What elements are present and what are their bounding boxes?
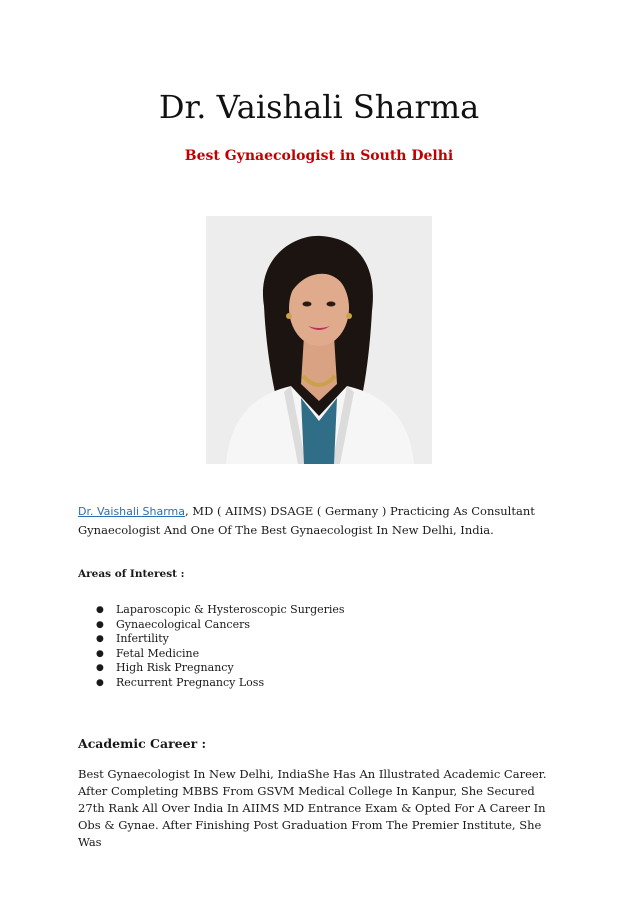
list-item — [96, 618, 345, 633]
doctor-name-link[interactable]: Dr. Vaishali Sharma — [78, 505, 185, 518]
bullet-icon: ● — [96, 619, 104, 630]
doctor-photo — [206, 216, 432, 464]
areas-of-interest-list — [96, 603, 345, 691]
list-item-text: Infertility — [116, 632, 169, 646]
list-item-text: Gynaecological Cancers — [116, 617, 251, 631]
list-item — [96, 603, 345, 618]
bullet-icon: ● — [96, 605, 104, 615]
bullet-icon: ● — [96, 677, 104, 688]
academic-career-heading: Academic Career : — [78, 736, 207, 751]
list-item — [96, 661, 345, 676]
list-item — [96, 647, 345, 662]
list-item-text: Recurrent Pregnancy Loss — [116, 675, 265, 689]
bullet-icon: ● — [96, 648, 104, 659]
list-item — [96, 632, 345, 647]
bullet-icon: ● — [96, 663, 104, 674]
list-item-text: Laparoscopic & Hysteroscopic Surgeries — [116, 603, 345, 616]
list-item-text: High Risk Pregnancy — [116, 661, 234, 675]
list-item-text: Fetal Medicine — [116, 646, 200, 660]
areas-of-interest-heading: Areas of Interest : — [78, 568, 185, 580]
doctor-portrait-icon — [206, 216, 432, 464]
intro-paragraph — [78, 502, 578, 539]
page-title: Dr. Vaishali Sharma — [158, 88, 480, 126]
bullet-icon: ● — [96, 634, 104, 645]
page-subtitle: Best Gynaecologist in South Delhi — [184, 148, 454, 164]
academic-career-text: Best Gynaecologist In New Delhi, IndiaShe Has An Illustrated Academic Career. After Completing MBBS From GSVM Medical College In Kanpur, She Secured 27th Rank All Over India In AIIMS MD Entrance Exam & Opted For A Career In Obs & Gynae. After Finishing Post Graduation From The Premier Institute, She Was — [78, 767, 547, 849]
intro-text: , MD ( AIIMS) DSAGE ( Germany ) Practicing As Consultant Gynaecologist And One Of The Best Gynaecologist In New Delhi, India. — [78, 504, 535, 537]
list-item — [96, 676, 345, 691]
